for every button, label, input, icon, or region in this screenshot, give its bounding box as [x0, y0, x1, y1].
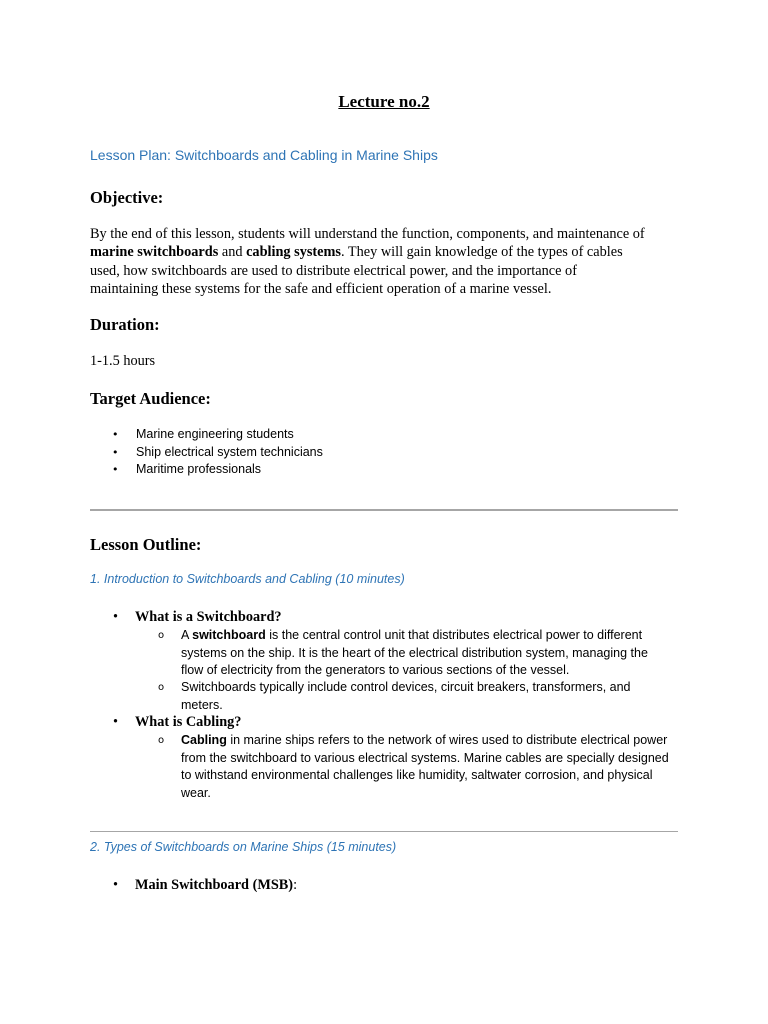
main-switchboard-colon: :: [293, 877, 298, 893]
cabling-systems-bold: cabling systems: [246, 244, 341, 261]
divider: [90, 509, 678, 511]
section-1-title: 1. Introduction to Switchboards and Cabling (10 minutes): [90, 572, 405, 586]
cabling-def-line-4: wear.: [181, 785, 211, 800]
objective-line-3: used, how switchboards are used to distribute electrical power, and the importance of: [90, 262, 577, 279]
marine-switchboards-bold: marine switchboards: [90, 244, 219, 261]
duration-value: 1-1.5 hours: [90, 353, 156, 369]
page-title: Lecture no.2: [338, 92, 430, 111]
switchboard-def-line-3: flow of electricity from the generators to various sections of the vessel.: [181, 663, 570, 678]
cabling-def-line-2: from the switchboard to various electrical systems. Marine cables are specially designed: [181, 750, 669, 765]
lesson-plan-heading: Lesson Plan: Switchboards and Cabling in Marine Ships: [90, 147, 438, 163]
cabling-bold: Cabling: [181, 733, 227, 747]
objective-line-1: By the end of this lesson, students will understand the function, components, and maintenance of: [90, 226, 645, 242]
duration-heading: Duration:: [90, 315, 160, 334]
objective-paragraph: [90, 225, 690, 298]
switchboard-def-line-2: systems on the ship. It is the heart of the electrical distribution system, managing the: [181, 645, 648, 660]
objective-line-2: [90, 243, 690, 261]
def-line-1-rest: is the central control unit that distributes electrical power to different: [265, 628, 643, 642]
circle-marker: o: [158, 682, 165, 693]
bullet-marker: •: [113, 877, 119, 893]
bullet-marker: •: [113, 714, 119, 730]
question-cabling-label: What is Cabling?: [135, 714, 242, 730]
components-line-1: Switchboards typically include control devices, circuit breakers, transformers, and: [181, 680, 631, 694]
section-2-title: 2. Types of Switchboards on Marine Ships (15 minutes): [90, 840, 397, 854]
list-item: • Marine engineering students: [112, 426, 323, 444]
question-switchboard-label: What is a Switchboard?: [135, 609, 282, 625]
bullet-marker: •: [113, 609, 119, 625]
divider: [90, 831, 678, 832]
objective-line-2-rest: . They will gain knowledge of the types of cables: [341, 244, 623, 261]
cabling-line-1-rest: in marine ships refers to the network of wires used to distribute electrical power: [226, 733, 668, 747]
cabling-def-line-1: [181, 732, 681, 750]
circle-marker: o: [158, 735, 165, 746]
objective-line-4: maintaining these systems for the safe and efficient operation of a marine vessel.: [90, 280, 552, 297]
main-switchboard-label: Main Switchboard (MSB): [135, 877, 294, 893]
switchboard-bold: switchboard: [192, 628, 266, 642]
main-switchboard-text: [135, 877, 297, 894]
switchboard-def-line-1: [181, 627, 681, 645]
audience-heading: Target Audience:: [90, 389, 211, 408]
objective-heading: Objective:: [90, 188, 164, 207]
cabling-def-line-3: to withstand environmental challenges like humidity, saltwater corrosion, and physical: [181, 768, 653, 783]
list-item: • Maritime professionals: [112, 461, 323, 479]
objective-and: and: [218, 244, 247, 261]
def-prefix: A: [181, 628, 193, 642]
audience-list: [112, 426, 323, 479]
components-line-2: meters.: [181, 697, 223, 712]
outline-heading: Lesson Outline:: [90, 535, 202, 554]
circle-marker: o: [158, 630, 165, 641]
list-item: • Ship electrical system technicians: [112, 444, 323, 462]
